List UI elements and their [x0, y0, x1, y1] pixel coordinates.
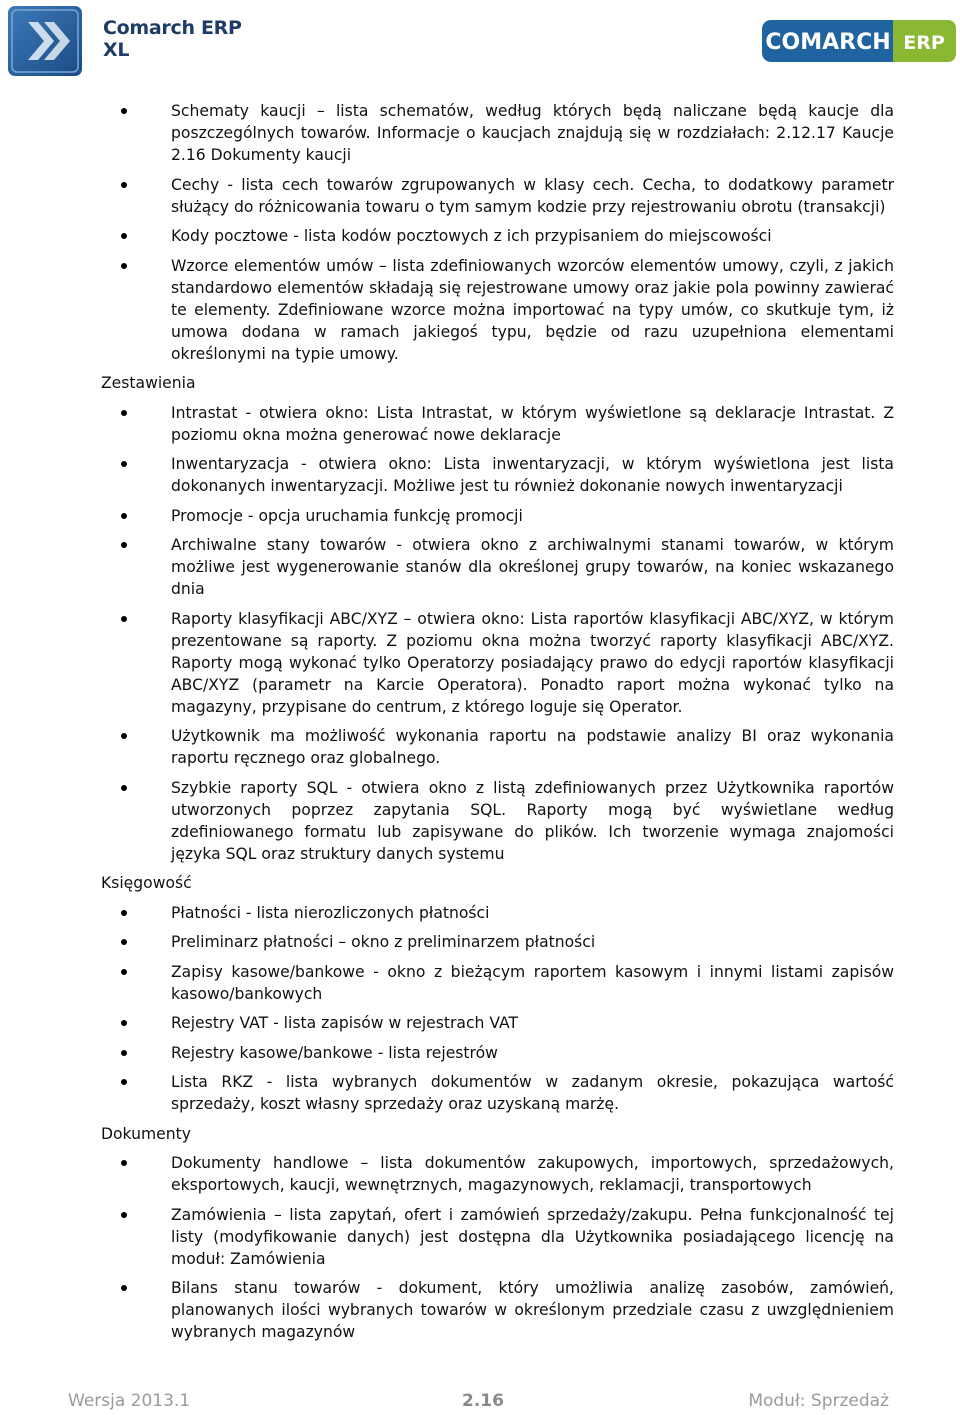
- brand-left-text: COMARCH: [765, 30, 891, 55]
- list-item-text: Cechy - lista cech towarów zgrupowanych w klasy cech. Cecha, to dodatkowy parametr służący do różnicowania towaru o tym samym kodzie przy rejestrowaniu obrotu (transakcji): [171, 175, 894, 216]
- list-item: [101, 1152, 894, 1196]
- bullet-icon: [121, 969, 127, 975]
- document-body: [101, 100, 894, 1351]
- section-heading-dokumenty: Dokumenty: [101, 1124, 191, 1143]
- bullet-icon: [121, 1020, 127, 1026]
- list-item-text: Archiwalne stany towarów - otwiera okno z archiwalnymi stanami towarów, w którym możliwe jest wygenerowanie stanów dla określonej grupy towarów, na koniec wskazanego dnia: [171, 536, 894, 598]
- page-header: [0, 0, 960, 82]
- list-item-text: Bilans stanu towarów - dokument, który umożliwia analizę zasobów, zamówień, planowanych ilości wybranych towarów w określonym przedziale czasu z uwzględnieniem wybranych magazynów: [171, 1279, 894, 1341]
- list-item: [101, 505, 894, 527]
- bullet-icon: [121, 616, 127, 622]
- list-item-text: Promocje - opcja uruchamia funkcję promocji: [171, 506, 523, 525]
- list-item: [101, 174, 894, 218]
- bullet-icon: [121, 108, 127, 114]
- section-heading-zestawienia: Zestawienia: [101, 374, 196, 392]
- list-item-text: Zamówienia – lista zapytań, ofert i zamówień sprzedaży/zakupu. Pełna funkcjonalność tej listy (modyfikowanie danych) jest dostępna dla Użytkownika posiadającego licencję na moduł: Zamówienia: [171, 1205, 894, 1268]
- list-item: [101, 534, 894, 600]
- list-item: [101, 402, 894, 446]
- list-item-text: Preliminarz płatności – okno z preliminarzem płatności: [171, 933, 596, 951]
- bullet-icon: [121, 910, 127, 916]
- list-item-text: Raporty klasyfikacji ABC/XYZ – otwiera okno: Lista raportów klasyfikacji ABC/XYZ, w którym prezentowane są raporty. Z poziomu okna można tworzyć raporty klasyfikacji ABC/XYZ. Raporty mogą wykonać tylko Operatorzy posiadający prawo do edycji raportów klasyfikacji ABC/XYZ (parametr na Karcie Operatora). Ponadto raport można wykonać tylko na magazyny, przypisane do centrum, z którego loguje się Operator.: [171, 609, 894, 716]
- bullet-list-ksiegowosc: [101, 902, 894, 1116]
- list-item: [101, 100, 894, 166]
- bullet-icon: [121, 939, 127, 945]
- bullet-icon: [121, 1050, 127, 1056]
- bullet-list-dokumenty: [101, 1152, 894, 1343]
- list-item-text: Inwentaryzacja - otwiera okno: Lista inwentaryzacji, w którym wyświetlona jest lista dokonanych inwentaryzacji. Możliwe jest tu również dokonanie nowych inwentaryzacji: [171, 455, 894, 495]
- list-item-text: Kody pocztowe - lista kodów pocztowych z ich przypisaniem do miejscowości: [171, 227, 772, 245]
- list-item: [101, 902, 894, 924]
- list-item-text: Użytkownik ma możliwość wykonania raportu na podstawie analizy BI oraz wykonania raportu ręcznego oraz globalnego.: [171, 727, 894, 767]
- bullet-icon: [121, 182, 127, 188]
- list-item-text: Rejestry VAT - lista zapisów w rejestrach VAT: [171, 1014, 519, 1032]
- list-item: [101, 1012, 894, 1034]
- list-item: [101, 225, 894, 247]
- list-item-text: Płatności - lista nierozliczonych płatności: [171, 903, 490, 922]
- list-item-text: Szybkie raporty SQL - otwiera okno z listą zdefiniowanych przez Użytkownika raportów utworzonych poprzez zapytania SQL. Raporty mogą być wyświetlane według zdefiniowanego formatu lub zapisywane do plików. Ich tworzenie wymaga znajomości języka SQL oraz struktury danych systemu: [171, 778, 894, 863]
- list-item-text: Zapisy kasowe/bankowe - okno z bieżącym raportem kasowym i innymi listami zapisów kasowo/bankowych: [171, 962, 894, 1003]
- list-item-text: Intrastat - otwiera okno: Lista Intrastat, w którym wyświetlone są deklaracje Intrastat. Z poziomu okna można generować nowe deklaracje: [171, 403, 894, 444]
- bullet-list-zestawienia: [101, 402, 894, 865]
- bullet-icon: [121, 1285, 127, 1291]
- footer-page-number: 2.16: [462, 1391, 504, 1411]
- bullet-icon: [121, 513, 127, 519]
- list-item: [101, 777, 894, 865]
- bullet-icon: [121, 1079, 127, 1085]
- list-item-text: Wzorce elementów umów – lista zdefiniowanych wzorców elementów umowy, czyli, z jakich standardowo elementów składają się rejestrowane umowy oraz jakie pola powinny zawierać te elementy. Zdefiniowane wzorce można importować na typy umów, co skutkuje tym, iż umowa dodana w ramach jakiegoś typu, będzie od razu uzupełniona elementami określonymi na typie umowy.: [171, 256, 894, 363]
- list-item: [101, 608, 894, 718]
- list-item: [101, 255, 894, 365]
- list-item: [101, 1204, 894, 1270]
- bullet-list-general: [101, 100, 894, 365]
- footer-version: Wersja 2013.1: [68, 1391, 191, 1411]
- list-item: [101, 1071, 894, 1115]
- list-item: [101, 961, 894, 1005]
- comarch-erp-xl-logo-icon: [8, 6, 82, 76]
- list-item: [101, 1042, 894, 1064]
- footer-module: Moduł: Sprzedaż: [748, 1391, 889, 1411]
- bullet-icon: [121, 785, 127, 791]
- section-heading-ksiegowosc: Księgowość: [101, 874, 192, 892]
- product-name-line1: Comarch ERP: [103, 17, 242, 39]
- list-item: [101, 453, 894, 497]
- list-item-text: Dokumenty handlowe – lista dokumentów zakupowych, importowych, sprzedażowych, eksportowych, kaucji, wewnętrznych, magazynowych, reklamacji, transportowych: [171, 1154, 894, 1194]
- bullet-icon: [121, 1212, 127, 1218]
- product-name-line2: XL: [103, 39, 130, 61]
- bullet-icon: [121, 233, 127, 239]
- bullet-icon: [121, 542, 127, 548]
- list-item: [101, 1277, 894, 1343]
- bullet-icon: [121, 410, 127, 416]
- list-item: [101, 725, 894, 769]
- bullet-icon: [121, 1160, 127, 1166]
- list-item: [101, 931, 894, 953]
- product-name: [103, 17, 242, 61]
- brand-right-text: ERP: [903, 32, 945, 54]
- page-footer: [68, 1391, 888, 1415]
- bullet-icon: [121, 461, 127, 467]
- list-item-text: Rejestry kasowe/bankowe - lista rejestrów: [171, 1043, 498, 1062]
- comarch-erp-brand-logo: [762, 20, 956, 62]
- bullet-icon: [121, 733, 127, 739]
- list-item-text: Lista RKZ - lista wybranych dokumentów w zadanym okresie, pokazująca wartość sprzedaży, koszt własny sprzedaży oraz uzyskaną marżę.: [171, 1073, 894, 1113]
- list-item-text: Schematy kaucji – lista schematów, według których będą naliczane będą kaucje dla poszczególnych towarów. Informacje o kaucjach znajdują się w rozdziałach: 2.12.17 Kaucje 2.16 Dokumenty kaucji: [171, 102, 894, 164]
- bullet-icon: [121, 263, 127, 269]
